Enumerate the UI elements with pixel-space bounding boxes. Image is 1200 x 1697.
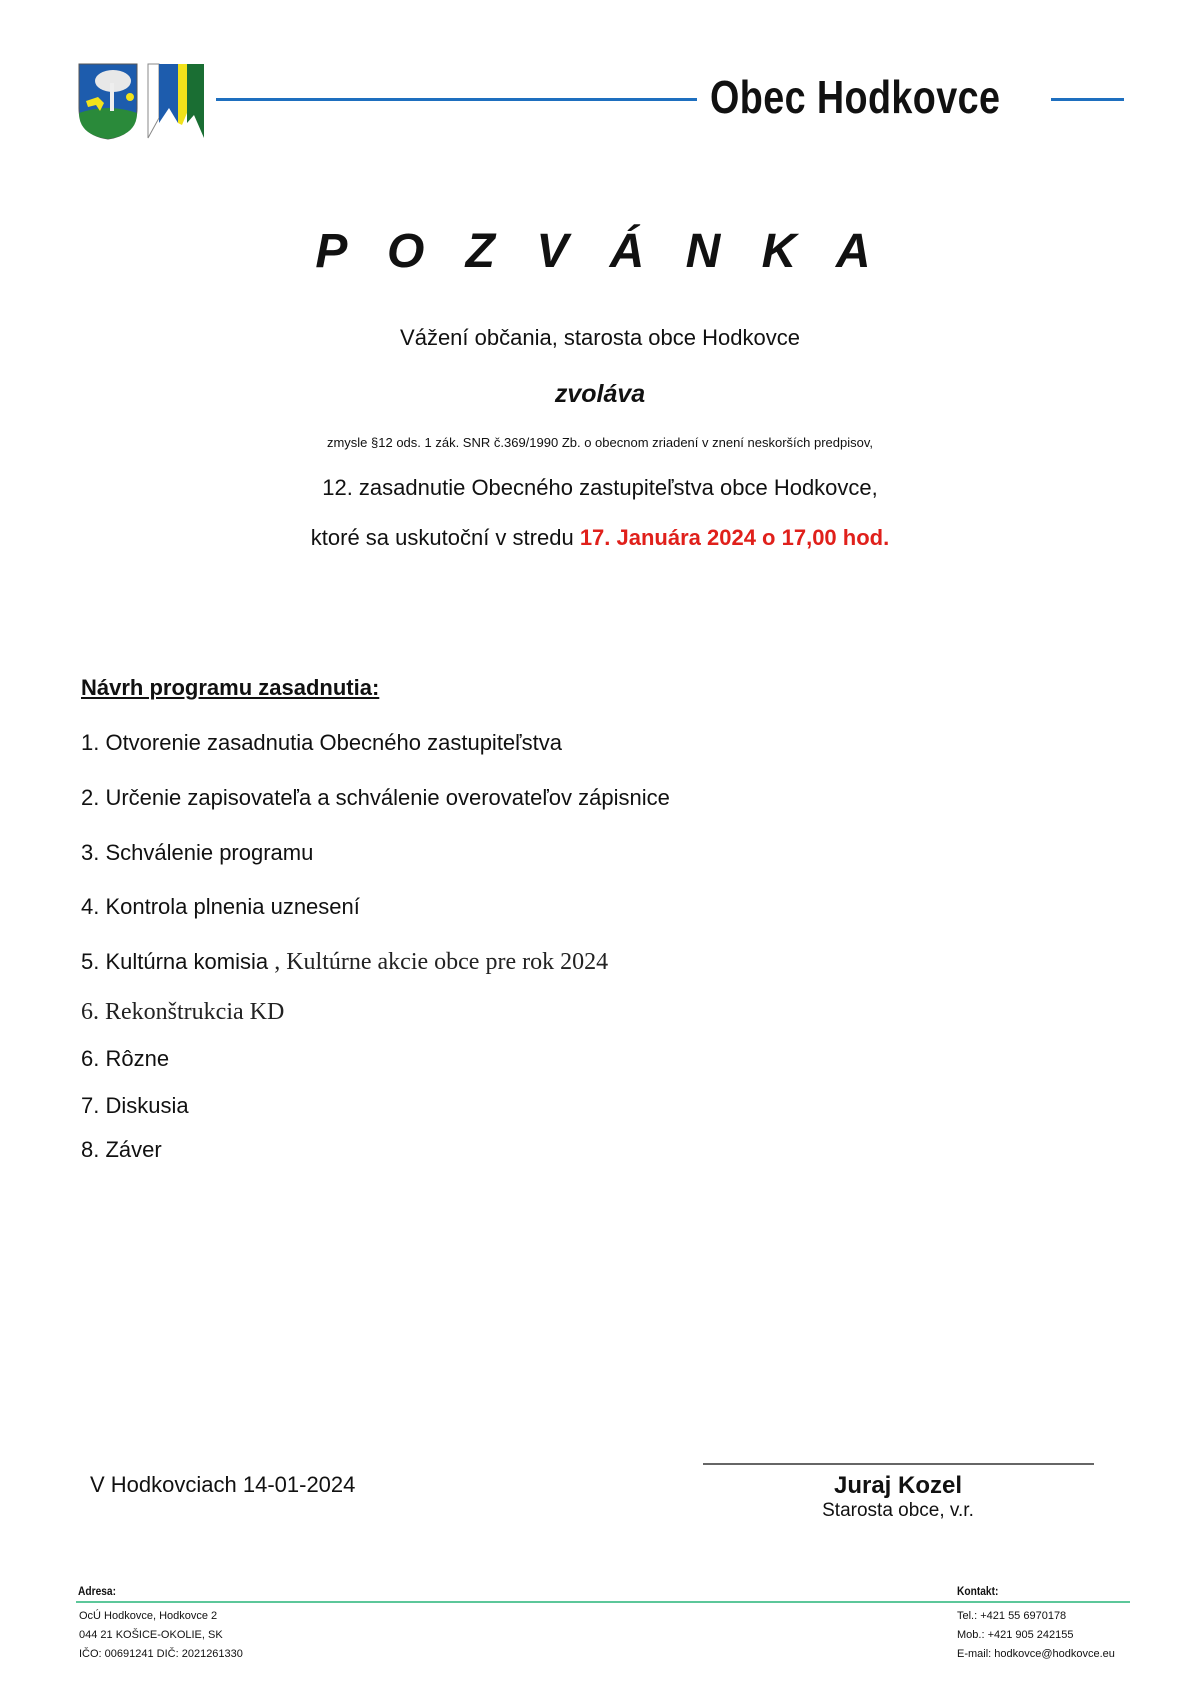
place-date: V Hodkovciach 14-01-2024	[90, 1472, 356, 1497]
address-line: 044 21 KOŠICE-OKOLIE, SK	[79, 1629, 223, 1641]
meeting-line: 12. zasadnutie Obecného zastupiteľstva obce Hodkovce,	[322, 475, 878, 500]
flag-logo	[147, 63, 205, 140]
program-item: 4. Kontrola plnenia uznesení	[81, 894, 360, 919]
footer-rule	[76, 1601, 1130, 1603]
contact-mobile: Mob.: +421 905 242155	[957, 1629, 1074, 1641]
program-item-5-label: 5. Kultúrna komisia	[81, 949, 275, 974]
program-item	[81, 949, 608, 976]
meeting-date: 17. Januára 2024 o 17,00 hod.	[579, 525, 890, 550]
page-title: P O Z V Á N K A	[315, 225, 885, 278]
program-item: 8. Záver	[81, 1137, 162, 1162]
program-item: 2. Určenie zapisovateľa a schválenie overovateľov zápisnice	[81, 785, 670, 810]
header-rule-left	[216, 98, 697, 101]
signature-line	[703, 1463, 1094, 1465]
program-item: 7. Diskusia	[81, 1093, 189, 1118]
signatory-name: Juraj Kozel	[833, 1472, 963, 1499]
address-line: OcÚ Hodkovce, Hodkovce 2	[79, 1610, 218, 1622]
address-label: Adresa:	[78, 1584, 116, 1598]
program-item: 1. Otvorenie zasadnutia Obecného zastupiteľstva	[81, 730, 562, 755]
header-rule-right	[1051, 98, 1124, 101]
greeting: Vážení občania, starosta obce Hodkovce	[400, 325, 800, 350]
legal-basis: zmysle §12 ods. 1 zák. SNR č.369/1990 Zb. o obecnom zriadení v znení neskorších predpisov,	[326, 435, 874, 450]
program-item: 3. Schválenie programu	[81, 840, 314, 865]
municipality-title: Obec Hodkovce	[710, 71, 1001, 123]
program-item-5-suffix: , Kultúrne akcie obce pre rok 2024	[274, 949, 609, 975]
program-title: Návrh programu zasadnutia:	[81, 675, 380, 700]
convenes: zvoláva	[554, 380, 646, 408]
program-item: 6. Rekonštrukcia KD	[81, 999, 285, 1025]
contact-label: Kontakt:	[957, 1584, 999, 1598]
coat-of-arms-logo	[78, 63, 138, 140]
meeting-time	[0, 525, 1200, 551]
contact-phone: Tel.: +421 55 6970178	[957, 1610, 1067, 1622]
time-prefix: ktoré sa uskutoční v stredu	[310, 525, 580, 550]
contact-email[interactable]: E-mail: hodkovce@hodkovce.eu	[957, 1648, 1115, 1660]
signatory-role: Starosta obce, v.r.	[822, 1500, 974, 1521]
program-item: 6. Rôzne	[81, 1046, 170, 1071]
address-line: IČO: 00691241 DIČ: 2021261330	[79, 1648, 243, 1660]
